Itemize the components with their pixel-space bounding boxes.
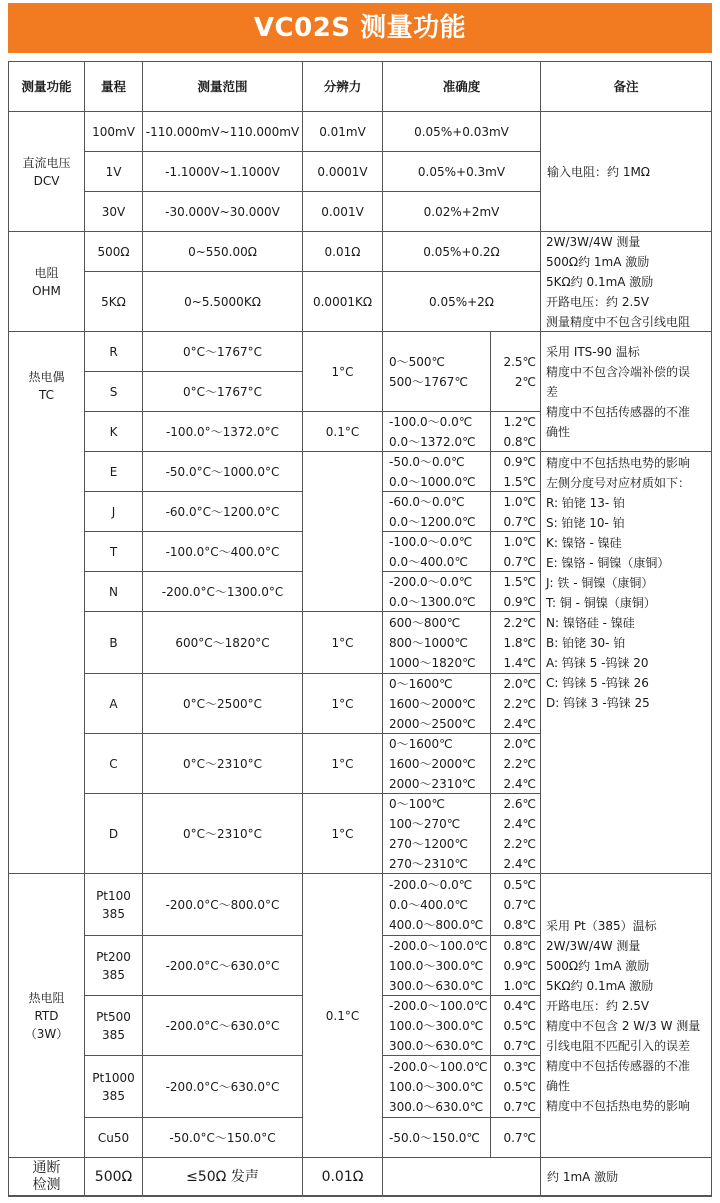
rtd-acc-pt100 (491, 874, 541, 936)
tc-note-line: 精度中不包括传感器的不准 (546, 404, 691, 419)
accuracy-value: 2.6℃ (503, 796, 536, 811)
ohm-note-line: 测量精度中不包含引线电阻 (546, 314, 691, 329)
tc-res-d: 1°C (303, 794, 383, 874)
accuracy-subrange: 300.0～630.0℃ (389, 978, 484, 993)
tc-note-line: K: 镍铬 - 镍硅 (546, 536, 622, 550)
ohm-res-2: 0.0001KΩ (303, 272, 383, 332)
accuracy-value: 0.5℃ (503, 877, 536, 892)
rtd-note-line: 2W/3W/4W 测量 (546, 938, 641, 953)
rtd-range-name: Pt200 (96, 949, 131, 964)
accuracy-value: 1.0℃ (503, 534, 536, 549)
tc-acc-e (491, 452, 541, 492)
accuracy-value: 0.7℃ (503, 554, 536, 569)
func-dcv-en: DCV (33, 173, 60, 188)
rtd-ranges-pt1000 (383, 1056, 491, 1118)
accuracy-value: 1.0℃ (503, 978, 536, 993)
accuracy-subrange: 0～1600℃ (389, 736, 453, 751)
func-dcv (9, 112, 85, 232)
accuracy-value: 2.4℃ (503, 776, 536, 791)
cont-span: ≤50Ω 发声 (143, 1158, 303, 1196)
accuracy-subrange: 0.0～1200.0℃ (389, 514, 476, 529)
accuracy-subrange: 0～1600℃ (389, 676, 453, 691)
accuracy-subrange: 100.0～300.0℃ (389, 958, 484, 973)
accuracy-subrange: 0.0～1000.0℃ (389, 474, 476, 489)
rtd-span-pt100: -200.0°C～800.0°C (143, 874, 303, 936)
tc-ranges-c (383, 734, 491, 794)
accuracy-value: 1.4℃ (503, 655, 536, 670)
tc-range-t: T (85, 532, 143, 572)
tc-note-line: 精度中不包含冷端补偿的误 (546, 364, 691, 379)
dcv-range-3: 30V (85, 192, 143, 232)
accuracy-subrange: -200.0～100.0℃ (389, 938, 488, 953)
tc-res-k: 0.1°C (303, 412, 383, 452)
ohm-range-1: 500Ω (85, 232, 143, 272)
tc-res-ejtn (303, 452, 383, 612)
header-resolution: 分辨力 (303, 62, 383, 112)
tc-ranges-d (383, 794, 491, 874)
accuracy-value: 2.4℃ (503, 716, 536, 731)
header-measure-span: 测量范围 (143, 62, 303, 112)
dcv-range-2: 1V (85, 152, 143, 192)
tc-note-line: S: 铂铑 10- 铂 (546, 516, 625, 530)
accuracy-subrange: 600～800℃ (389, 615, 461, 630)
func-ohm-en: OHM (32, 283, 61, 298)
cont-acc (383, 1158, 541, 1196)
spec-sheet (8, 3, 712, 1197)
rtd-acc-pt500 (491, 996, 541, 1056)
func-rtd-wire: （3W） (24, 1026, 69, 1041)
accuracy-subrange: 100～270℃ (389, 816, 461, 831)
accuracy-subrange: 100.0～300.0℃ (389, 1018, 484, 1033)
accuracy-subrange: 0.0～400.0℃ (389, 897, 468, 912)
tc-ranges-a (383, 674, 491, 734)
rtd-note-line: 精度中不包括传感器的不准 (546, 1058, 691, 1073)
func-rtd-cn: 热电阻 (28, 990, 65, 1005)
func-continuity-l1: 通断 (32, 1159, 61, 1176)
accuracy-subrange: 0～500℃ (389, 354, 446, 369)
tc-res-b: 1°C (303, 612, 383, 674)
tc-note-line: 精度中不包括热电势的影响 (546, 456, 691, 470)
accuracy-subrange: 2000～2310℃ (389, 776, 476, 791)
dcv-res-1: 0.01mV (303, 112, 383, 152)
rtd-span-pt1000: -200.0°C～630.0°C (143, 1056, 303, 1118)
rtd-ranges-pt200 (383, 936, 491, 996)
func-tc-en: TC (38, 388, 54, 402)
tc-range-n: N (85, 572, 143, 612)
accuracy-subrange: 2000～2500℃ (389, 716, 476, 731)
rtd-note-line: 500Ω约 1mA 激励 (546, 958, 650, 973)
tc-note-line: R: 铂铑 13- 铂 (546, 496, 626, 510)
accuracy-value: 1.5℃ (503, 574, 536, 589)
accuracy-value: 0.9℃ (503, 958, 536, 973)
accuracy-value: 1.0℃ (503, 494, 536, 509)
accuracy-subrange: -50.0～150.0℃ (389, 1130, 480, 1145)
rtd-ranges-pt100 (383, 874, 491, 936)
tc-note-line: 确性 (546, 424, 571, 439)
tc-note-line: D: 钨铼 3 -钨铼 25 (546, 696, 650, 710)
header-remark: 备注 (541, 62, 711, 112)
accuracy-value: 0.8℃ (503, 938, 536, 953)
rtd-span-pt200: -200.0°C～630.0°C (143, 936, 303, 996)
accuracy-value: 2.2℃ (503, 836, 536, 851)
rtd-range-name: Pt500 (96, 1009, 131, 1024)
ohm-note-line: 2W/3W/4W 测量 (546, 234, 641, 249)
rtd-note-line: 确性 (546, 1078, 571, 1093)
accuracy-value: 0.7℃ (503, 1099, 536, 1114)
tc-ranges-n (383, 572, 491, 612)
tc-note-1 (541, 332, 711, 452)
dcv-acc-3: 0.02%+2mV (383, 192, 541, 232)
accuracy-subrange: -100.0～0.0℃ (389, 534, 473, 549)
dcv-span-1: -110.000mV~110.000mV (143, 112, 303, 152)
tc-acc-rs (491, 332, 541, 412)
header-accuracy: 准确度 (383, 62, 541, 112)
rtd-note-line: 引线电阻不匹配引入的误差 (546, 1038, 691, 1053)
func-continuity-l2: 检测 (32, 1176, 61, 1193)
rtd-res: 0.1°C (303, 874, 383, 1158)
accuracy-value: 0.5℃ (503, 1079, 536, 1094)
cont-note: 约 1mA 激励 (541, 1158, 711, 1196)
tc-res-a: 1°C (303, 674, 383, 734)
tc-note-line: 左侧分度号对应材质如下： (546, 476, 691, 490)
accuracy-subrange: 300.0～630.0℃ (389, 1038, 484, 1053)
rtd-note-line: 精度中不包括热电势的影响 (546, 1098, 691, 1113)
ohm-span-1: 0~550.00Ω (143, 232, 303, 272)
dcv-note: 输入电阻：约 1MΩ (541, 112, 711, 232)
accuracy-subrange: -200.0～100.0℃ (389, 1059, 488, 1074)
tc-acc-t (491, 532, 541, 572)
accuracy-value: 2℃ (514, 374, 536, 389)
tc-acc-c (491, 734, 541, 794)
tc-note-line: 差 (546, 384, 559, 399)
accuracy-value: 0.7℃ (503, 1130, 536, 1145)
func-rtd-en: RTD (34, 1008, 59, 1023)
accuracy-value: 2.0℃ (503, 736, 536, 751)
accuracy-subrange: 0.0～1372.0℃ (389, 434, 476, 449)
accuracy-value: 2.2℃ (503, 756, 536, 771)
tc-acc-a (491, 674, 541, 734)
rtd-range-alpha: 385 (102, 967, 125, 982)
accuracy-subrange: 1600～2000℃ (389, 696, 476, 711)
tc-acc-n (491, 572, 541, 612)
dcv-span-2: -1.1000V~1.1000V (143, 152, 303, 192)
header-function: 测量功能 (9, 62, 85, 112)
tc-span-k: -100.0°～1372.0°C (143, 412, 303, 452)
func-tc (9, 332, 85, 874)
tc-ranges-j (383, 492, 491, 532)
tc-acc-d (491, 794, 541, 874)
accuracy-subrange: 100.0～300.0℃ (389, 1079, 484, 1094)
func-ohm (9, 232, 85, 332)
tc-note-2 (541, 452, 711, 874)
tc-span-j: -60.0°C～1200.0°C (143, 492, 303, 532)
rtd-span-cu50: -50.0°C～150.0°C (143, 1118, 303, 1158)
tc-range-e: E (85, 452, 143, 492)
func-tc-cn: 热电偶 (28, 370, 65, 384)
accuracy-subrange: -200.0～0.0℃ (389, 877, 473, 892)
dcv-span-3: -30.000V~30.000V (143, 192, 303, 232)
tc-range-k: K (85, 412, 143, 452)
cont-res: 0.01Ω (303, 1158, 383, 1196)
accuracy-subrange: 0.0～400.0℃ (389, 554, 468, 569)
accuracy-subrange: -50.0～0.0℃ (389, 454, 465, 469)
tc-note-line: E: 镍铬 - 铜镍（康铜） (546, 556, 670, 570)
accuracy-value: 0.4℃ (503, 998, 536, 1013)
rtd-acc-cu50 (491, 1118, 541, 1158)
accuracy-value: 0.5℃ (503, 1018, 536, 1033)
dcv-res-3: 0.001V (303, 192, 383, 232)
tc-range-s: S (85, 372, 143, 412)
rtd-range-pt1000 (85, 1056, 143, 1118)
tc-acc-k (491, 412, 541, 452)
page-title: VC02S 测量功能 (8, 3, 712, 53)
accuracy-value: 1.2℃ (503, 414, 536, 429)
accuracy-value: 0.7℃ (503, 514, 536, 529)
ohm-note-line: 500Ω约 1mA 激励 (546, 254, 650, 269)
accuracy-subrange: 0.0～1300.0℃ (389, 594, 476, 609)
tc-res-rs: 1°C (303, 332, 383, 412)
rtd-ranges-pt500 (383, 996, 491, 1056)
accuracy-value: 2.2℃ (503, 615, 536, 630)
tc-res-c: 1°C (303, 734, 383, 794)
rtd-range-pt500 (85, 996, 143, 1056)
tc-span-s: 0°C～1767°C (143, 372, 303, 412)
ohm-span-2: 0~5.5000KΩ (143, 272, 303, 332)
dcv-acc-1: 0.05%+0.03mV (383, 112, 541, 152)
tc-note-line: 采用 ITS-90 温标 (546, 344, 640, 359)
accuracy-value: 2.5℃ (503, 354, 536, 369)
rtd-acc-pt1000 (491, 1056, 541, 1118)
tc-range-j: J (85, 492, 143, 532)
accuracy-subrange: 500～1767℃ (389, 374, 468, 389)
accuracy-value: 1.8℃ (503, 635, 536, 650)
accuracy-value: 0.9℃ (503, 594, 536, 609)
rtd-note-line: 精度中不包含 2 W/3 W 测量 (546, 1018, 701, 1033)
tc-note-line: A: 钨铼 5 -钨铼 20 (546, 656, 649, 670)
rtd-range-name: Pt1000 (92, 1070, 135, 1085)
accuracy-subrange: 270～1200℃ (389, 836, 468, 851)
tc-note-line: N: 镍铬硅 - 镍硅 (546, 616, 635, 630)
tc-ranges-t (383, 532, 491, 572)
tc-note-line: T: 铜 - 铜镍（康铜） (546, 596, 656, 610)
accuracy-subrange: -200.0～100.0℃ (389, 998, 488, 1013)
accuracy-value: 0.9℃ (503, 454, 536, 469)
rtd-range-pt200 (85, 936, 143, 996)
ohm-note-line: 5KΩ约 0.1mA 激励 (546, 274, 654, 289)
accuracy-value: 0.7℃ (503, 1038, 536, 1053)
rtd-range-cu50: Cu50 (85, 1118, 143, 1158)
tc-ranges-rs (383, 332, 491, 412)
rtd-range-name: Pt100 (96, 888, 131, 903)
func-dcv-cn: 直流电压 (22, 155, 71, 170)
accuracy-subrange: 1000～1820℃ (389, 655, 476, 670)
accuracy-subrange: -200.0～0.0℃ (389, 574, 473, 589)
accuracy-value: 0.8℃ (503, 917, 536, 932)
dcv-range-1: 100mV (85, 112, 143, 152)
tc-note-line: C: 钨铼 5 -钨铼 26 (546, 676, 649, 690)
dcv-acc-2: 0.05%+0.3mV (383, 152, 541, 192)
tc-span-t: -100.0°C～400.0°C (143, 532, 303, 572)
tc-span-a: 0°C～2500°C (143, 674, 303, 734)
ohm-note-line: 开路电压：约 2.5V (546, 294, 650, 309)
accuracy-value: 1.5℃ (503, 474, 536, 489)
accuracy-subrange: 270～2310℃ (389, 856, 468, 871)
accuracy-subrange: 400.0～800.0℃ (389, 917, 484, 932)
tc-ranges-e (383, 452, 491, 492)
ohm-res-1: 0.01Ω (303, 232, 383, 272)
func-continuity (9, 1158, 85, 1196)
spec-table (8, 61, 712, 1197)
tc-note-line: B: 铂铑 30- 铂 (546, 636, 626, 650)
accuracy-value: 0.7℃ (503, 897, 536, 912)
func-ohm-cn: 电阻 (34, 265, 59, 280)
tc-span-r: 0°C～1767°C (143, 332, 303, 372)
rtd-range-alpha: 385 (102, 1088, 125, 1103)
tc-note-line: J: 铁 - 铜镍（康铜） (546, 576, 654, 590)
tc-range-c: C (85, 734, 143, 794)
accuracy-subrange: 300.0～630.0℃ (389, 1099, 484, 1114)
accuracy-value: 2.4℃ (503, 856, 536, 871)
rtd-range-alpha: 385 (102, 1027, 125, 1042)
accuracy-subrange: 800～1000℃ (389, 635, 468, 650)
rtd-acc-pt200 (491, 936, 541, 996)
tc-span-n: -200.0°C～1300.0°C (143, 572, 303, 612)
rtd-note-line: 5KΩ约 0.1mA 激励 (546, 978, 654, 993)
cont-range: 500Ω (85, 1158, 143, 1196)
tc-range-r: R (85, 332, 143, 372)
rtd-note-line: 开路电压：约 2.5V (546, 998, 650, 1013)
dcv-res-2: 0.0001V (303, 152, 383, 192)
tc-span-b: 600°C～1820°C (143, 612, 303, 674)
header-range: 量程 (85, 62, 143, 112)
accuracy-value: 2.0℃ (503, 676, 536, 691)
accuracy-subrange: 0～100℃ (389, 796, 446, 811)
accuracy-subrange: -60.0～0.0℃ (389, 494, 465, 509)
rtd-ranges-cu50 (383, 1118, 491, 1158)
accuracy-value: 2.2℃ (503, 696, 536, 711)
rtd-range-pt100 (85, 874, 143, 936)
accuracy-value: 0.8℃ (503, 434, 536, 449)
rtd-note-line: 采用 Pt（385）温标 (546, 918, 657, 933)
ohm-acc-1: 0.05%+0.2Ω (383, 232, 541, 272)
rtd-note (541, 874, 711, 1158)
ohm-note (541, 232, 711, 332)
tc-ranges-k (383, 412, 491, 452)
rtd-span-pt500: -200.0°C～630.0°C (143, 996, 303, 1056)
accuracy-value: 0.3℃ (503, 1059, 536, 1074)
tc-span-e: -50.0°C～1000.0°C (143, 452, 303, 492)
rtd-range-alpha: 385 (102, 906, 125, 921)
tc-acc-b (491, 612, 541, 674)
tc-span-c: 0°C～2310°C (143, 734, 303, 794)
tc-range-a: A (85, 674, 143, 734)
accuracy-value: 2.4℃ (503, 816, 536, 831)
tc-ranges-b (383, 612, 491, 674)
accuracy-subrange: -100.0～0.0℃ (389, 414, 473, 429)
accuracy-subrange: 1600～2000℃ (389, 756, 476, 771)
tc-range-d: D (85, 794, 143, 874)
ohm-range-2: 5KΩ (85, 272, 143, 332)
func-rtd (9, 874, 85, 1158)
ohm-acc-2: 0.05%+2Ω (383, 272, 541, 332)
tc-span-d: 0°C～2310°C (143, 794, 303, 874)
tc-range-b: B (85, 612, 143, 674)
tc-acc-j (491, 492, 541, 532)
